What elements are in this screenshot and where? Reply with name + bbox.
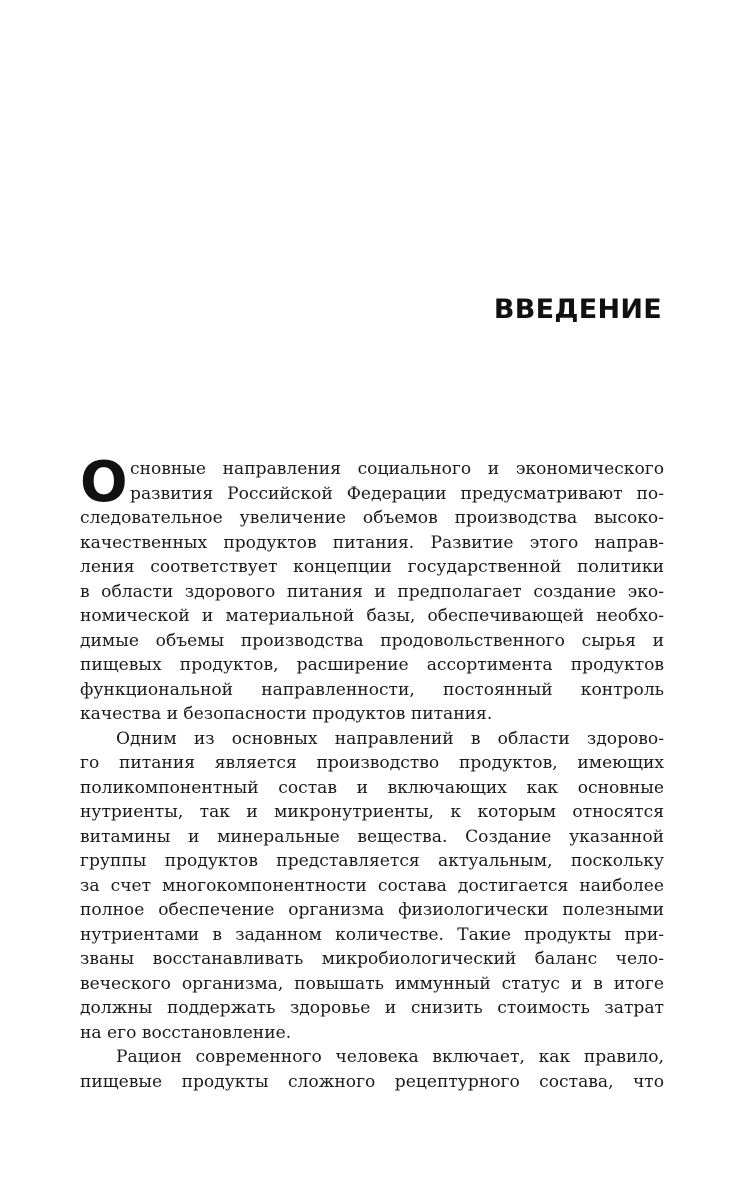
text-line: должны поддержать здоровье и снизить стоимость затрат: [80, 998, 664, 1018]
text-line: витамины и минеральные вещества. Создание указанной: [80, 826, 664, 847]
body-text: [80, 450, 664, 1094]
text-line: качества и безопасности продуктов питания.: [80, 704, 493, 724]
text-line: нутриенты, так и микронутриенты, к которым относятся: [80, 802, 664, 822]
text-line: за счет многокомпонентности состава достигается наиболее: [80, 875, 664, 896]
text-line: веческого организма, повышать иммунный статус и в итоге: [80, 973, 664, 994]
text-line: следовательное увеличение объемов производства высоко-: [80, 508, 664, 528]
text-line: Рацион современного человека включает, как правило,: [116, 1047, 664, 1067]
text-line: ления соответствует концепции государственной политики: [80, 557, 664, 577]
text-line: Одним из основных направлений в области здорово-: [116, 728, 664, 749]
text-line: номической и материальной базы, обеспечивающей необхо-: [80, 606, 664, 626]
paragraph-2: [80, 727, 664, 1046]
paragraph-3: [80, 1045, 664, 1094]
text-line: нутриентами в заданном количестве. Такие продукты при-: [80, 924, 664, 945]
text-line: в области здорового питания и предполагает создание эко-: [80, 581, 664, 602]
text-line: функциональной направленности, постоянный контроль: [80, 679, 664, 700]
text-line: качественных продуктов питания. Развитие этого направ-: [80, 532, 664, 553]
text-line: группы продуктов представляется актуальным, поскольку: [80, 851, 664, 871]
text-line: пищевые продукты сложного рецептурного состава, что: [80, 1071, 664, 1092]
chapter-heading: ВВЕДЕНИЕ: [493, 294, 662, 325]
drop-cap-letter: О: [80, 450, 128, 515]
text-line: сновные направления социального и экономического: [130, 459, 664, 479]
text-line: пищевых продуктов, расширение ассортимента продуктов: [80, 655, 664, 675]
text-line: полное обеспечение организма физиологически полезными: [80, 900, 664, 920]
text-line: димые объемы производства продовольственного сырья и: [80, 630, 664, 651]
paragraph-1: [80, 450, 664, 727]
text-line: на его восстановление.: [80, 1022, 292, 1043]
text-line: званы восстанавливать микробиологический баланс чело-: [80, 949, 664, 969]
text-line: го питания является производство продуктов, имеющих: [80, 753, 664, 773]
text-line: развития Российской Федерации предусматривают по-: [130, 483, 664, 504]
text-line: поликомпонентный состав и включающих как основные: [80, 777, 664, 798]
